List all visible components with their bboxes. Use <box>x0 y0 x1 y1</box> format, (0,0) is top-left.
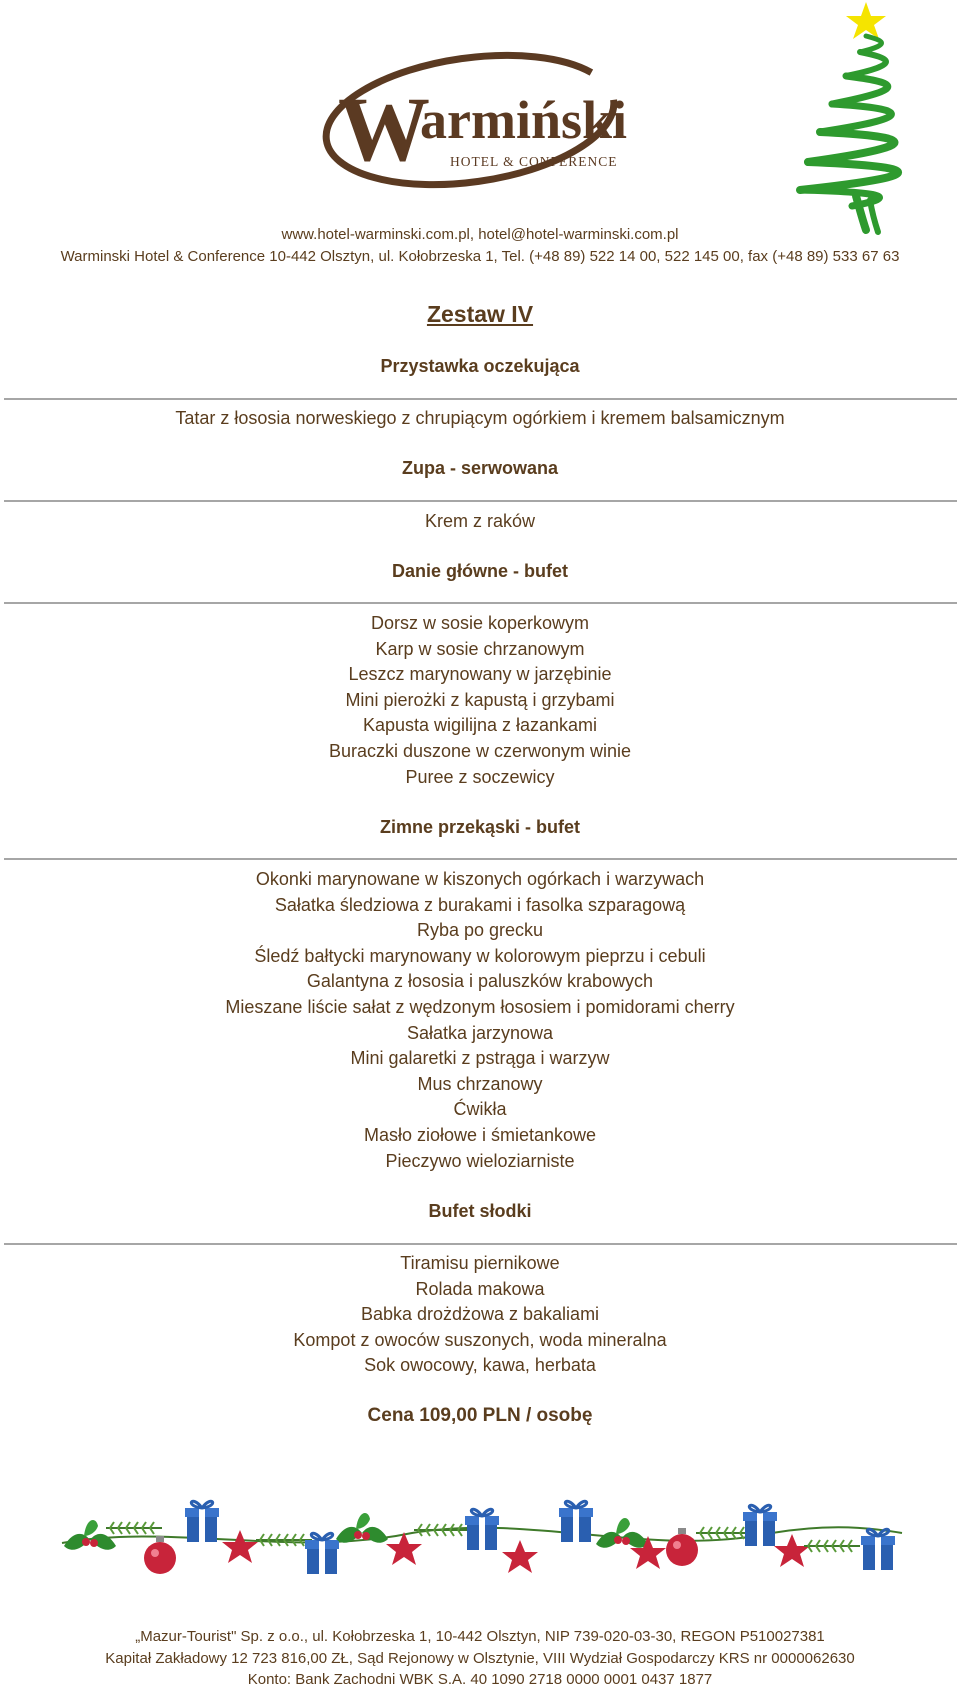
section-items <box>0 611 960 790</box>
menu-item: Okonki marynowane w kiszonych ogórkach i warzywach <box>255 869 705 889</box>
footer-bank-account: Konto: Bank Zachodni WBK S.A. 40 1090 2718 0000 0001 0437 1877 <box>247 1671 713 1688</box>
menu-item: Sok owocowy, kawa, herbata <box>364 1355 596 1376</box>
section-items <box>0 867 960 1174</box>
menu-item: Pieczywo wieloziarniste <box>385 1150 575 1171</box>
menu-item: Mus chrzanowy <box>417 1073 543 1094</box>
menu-item: Mini galaretki z pstrąga i warzyw <box>350 1048 610 1069</box>
menu-item: Śledź bałtycki marynowany w kolorowym pieprzu i cebuli <box>254 945 706 966</box>
section-divider <box>4 858 957 860</box>
christmas-garland <box>52 1488 910 1598</box>
menu-title: Zestaw IV <box>426 301 534 327</box>
section-divider <box>4 602 957 604</box>
section-divider <box>4 398 957 400</box>
menu-item: Karp w sosie chrzanowym <box>375 638 585 659</box>
price-per-person: Cena 109,00 PLN / osobę <box>367 1405 593 1426</box>
contact-web-email: www.hotel-warminski.com.pl, hotel@hotel-warminski.com.pl <box>281 226 679 243</box>
menu-item: Tatar z łososia norweskiego z chrupiącym ogórkiem i kremem balsamicznym <box>175 408 785 428</box>
footer-registration: Kapitał Zakładowy 12 723 816,00 ZŁ, Sąd Rejonowy w Olsztynie, VIII Wydział Gospodarczy KRS nr 0000062630 <box>105 1650 855 1667</box>
section-heading: Przystawka oczekująca <box>380 356 580 376</box>
menu-item: Rolada makowa <box>415 1278 545 1299</box>
section-heading: Zimne przekąski - bufet <box>379 817 581 837</box>
menu-item: Kompot z owoców suszonych, woda mineralna <box>293 1329 667 1350</box>
menu-item: Puree z soczewicy <box>405 766 555 787</box>
section-divider <box>4 1243 957 1245</box>
logo-name: armiński <box>420 90 628 150</box>
menu-item: Tiramisu piernikowe <box>400 1253 560 1273</box>
section-heading: Bufet słodki <box>428 1201 532 1221</box>
section-heading: Danie główne - bufet <box>391 561 568 581</box>
menu-item: Dorsz w sosie koperkowym <box>370 613 590 633</box>
christmas-tree-icon <box>786 0 960 236</box>
menu-item: Sałatka śledziowa z burakami i fasolka szparagową <box>274 894 686 915</box>
menu-item: Babka drożdżowa z bakaliami <box>360 1304 600 1325</box>
section-items <box>0 406 960 432</box>
section-heading: Zupa - serwowana <box>401 458 559 478</box>
menu-item: Mini pierożki z kapustą i grzybami <box>345 689 615 710</box>
menu-item: Masło ziołowe i śmietankowe <box>363 1124 597 1145</box>
contact-address-phone: Warminski Hotel & Conference 10-442 Olsztyn, ul. Kołobrzeska 1, Tel. (+48 89) 522 14 00, 522 145 00, fax (+48 89) 533 67 63 <box>60 248 900 265</box>
menu-item: Sałatka jarzynowa <box>406 1022 554 1043</box>
menu-item: Leszcz marynowany w jarzębinie <box>348 664 612 685</box>
section-divider <box>4 500 957 502</box>
menu-item: Buraczki duszone w czerwonym winie <box>328 740 632 761</box>
logo-letter: W <box>338 78 430 180</box>
footer-company: „Mazur-Tourist" Sp. z o.o., ul. Kołobrzeska 1, 10-442 Olsztyn, NIP 739-020-03-30, REGON P510027381 <box>135 1628 825 1645</box>
menu-item: Galantyna z łososia i paluszków krabowych <box>306 971 654 992</box>
menu-item: Ćwikła <box>453 1099 507 1120</box>
hotel-logo <box>320 50 650 200</box>
section-items <box>0 509 960 535</box>
logo-tagline: HOTEL & CONFERENCE <box>450 154 618 169</box>
menu-item: Kapusta wigilijna z łazankami <box>362 715 598 736</box>
section-items <box>0 1251 960 1379</box>
menu-item: Mieszane liście sałat z wędzonym łososiem i pomidorami cherry <box>225 996 735 1017</box>
menu-item: Krem z raków <box>424 511 536 531</box>
menu-item: Ryba po grecku <box>416 920 544 941</box>
